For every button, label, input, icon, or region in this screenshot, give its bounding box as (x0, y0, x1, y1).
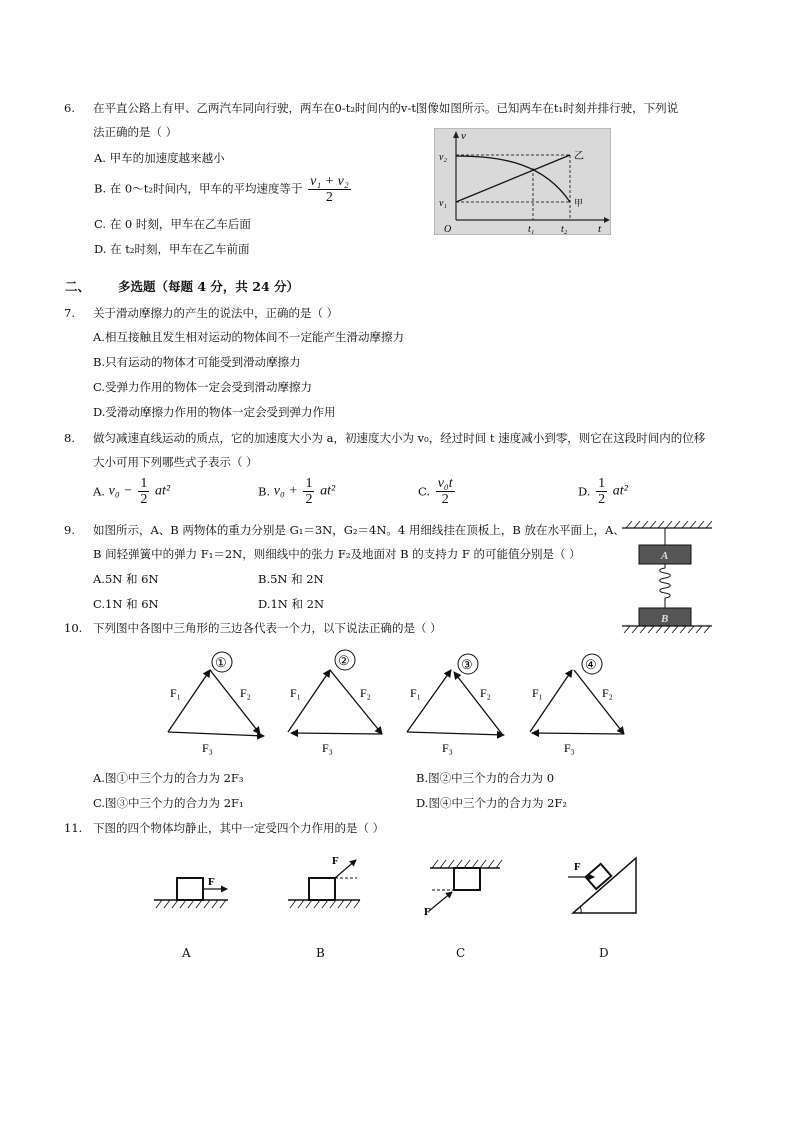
fig3-label-f3: F₃ (442, 741, 453, 755)
fig4-force-f2 (574, 670, 624, 734)
half-denominator: 2 (598, 492, 606, 507)
triangle-figure-3 (407, 654, 504, 755)
graph-label-v2: v₂ (439, 152, 447, 163)
q11-label-d: D (599, 946, 609, 960)
q7-number: 7. (64, 306, 75, 320)
graph-label-v: v (461, 130, 466, 142)
fig4-label-f3: F₃ (564, 741, 575, 755)
figure-2-label: ② (338, 653, 350, 668)
figure-b (288, 855, 360, 908)
graph-background (434, 128, 611, 235)
triangle-figure-2 (288, 650, 382, 755)
q6-option-b-numerator: v₁ + v₂ (310, 174, 349, 189)
q8-stem-line1: 做匀减速直线运动的质点，它的加速度大小为 a，初速度大小为 v₀，经过时间 t 速度减小到零，则它在这段时间内的位移 (93, 431, 706, 445)
section-number: 二、 (65, 279, 91, 294)
figure-b-force-label: F (332, 855, 339, 867)
fig3-force-f2 (454, 672, 502, 734)
ground-hatch (624, 626, 710, 633)
triangle-figure-1 (168, 652, 264, 755)
q8-option-b-label: B. (258, 484, 271, 499)
q11-number: 11. (64, 821, 83, 835)
q11-label-c: C (456, 946, 466, 960)
q9-option-d: D.1N 和 2N (258, 597, 325, 611)
q6-stem-line2: 法正确的是（ ） (93, 125, 178, 139)
figure-4-label: ④ (585, 657, 597, 672)
q9-stem-line1: 如图所示，A、B 两物体的重力分别是 G₁＝3N，G₂＝4N。4 用细线挂在顶板上，B 放在水平面上，A、 (93, 523, 625, 537)
fig2-force-f3 (291, 733, 382, 734)
q10-number: 10. (64, 621, 83, 635)
fig3-label-f1: F₁ (410, 686, 421, 700)
graph-label-yi: 乙 (574, 151, 584, 162)
q8-option-d (578, 476, 628, 507)
q8-option-c-numerator: v₀t (437, 476, 453, 491)
graph-label-t1: t₁ (528, 224, 535, 235)
q7-option-d: D.受滑动摩擦力作用的物体一定会受到弹力作用 (93, 405, 336, 419)
fig4-label-f2: F₂ (602, 686, 613, 700)
q8-option-d-label: D. (578, 484, 591, 499)
fig2-force-f2 (330, 670, 382, 734)
figure-d-incline (573, 858, 636, 913)
q6-option-d: D. 在 t₂时刻，甲车在乙车前面 (94, 242, 250, 256)
graph-label-t: t (598, 223, 602, 235)
q7-option-a: A.相互接触且发生相对运动的物体间不一定能产生滑动摩擦力 (93, 330, 404, 344)
q7-stem: 关于滑动摩擦力的产生的说法中，正确的是（ ） (93, 306, 339, 320)
figure-3-label: ③ (461, 657, 473, 672)
half-numerator: 1 (140, 476, 148, 491)
fig1-force-f2 (210, 670, 260, 734)
q8-option-a (93, 476, 170, 507)
q11-label-a: A (182, 946, 191, 960)
q8-option-b (258, 476, 335, 507)
figure-b-block (309, 878, 335, 900)
q10-force-triangles (160, 648, 640, 760)
q10-option-b: B.图②中三个力的合力为 0 (416, 771, 555, 785)
figure-d (568, 858, 636, 913)
fig1-label-f2: F₂ (240, 686, 251, 700)
q11-stem: 下图的四个物体均静止，其中一定受四个力作用的是（ ） (93, 821, 385, 835)
q6-stem-line1: 在平直公路上有甲、乙两汽车同向行驶，两车在0-t₂时间内的v-t图像如图所示。已知两车在t₁时刻并排行驶，下列说 (93, 101, 679, 115)
q6-option-b-denominator: 2 (325, 190, 333, 205)
q9-option-a: A.5N 和 6N (93, 572, 159, 586)
q8-option-a-label: A. (93, 484, 105, 499)
q8-option-d-at2: at² (612, 483, 628, 499)
spring-coil (660, 564, 671, 608)
figure-a-force-label: F (208, 876, 215, 888)
q8-stem-line2: 大小可用下列哪些式子表示（ ） (93, 455, 258, 469)
half-denominator: 2 (140, 492, 148, 507)
half-numerator: 1 (305, 476, 313, 491)
q8-option-c-denominator: 2 (441, 492, 449, 507)
graph-label-origin: O (444, 224, 452, 235)
fig4-label-f1: F₁ (532, 686, 543, 700)
q6-option-c: C. 在 0 时刻，甲车在乙车后面 (94, 217, 251, 231)
q8-option-b-v0: v₀ + (273, 483, 298, 499)
fig2-force-f1 (288, 670, 330, 732)
q8-number: 8. (64, 431, 75, 445)
q10-option-d: D.图④中三个力的合力为 2F₂ (416, 796, 568, 810)
q6-number: 6. (64, 101, 75, 115)
q8-option-a-v0: v₀ − (108, 483, 133, 499)
fig3-force-f1 (407, 670, 451, 732)
q6-vt-graph (434, 128, 611, 235)
fig1-label-f3: F₃ (202, 741, 213, 755)
q9-stem-line2: B 间轻弹簧中的弹力 F₁＝2N，则细线中的张力 F₂及地面对 B 的支持力 F 的可能值分别是（ ） (93, 547, 581, 561)
q6-option-b (94, 174, 353, 205)
q8-option-a-half (138, 476, 149, 507)
figure-c-force-label: F (424, 906, 431, 918)
figure-d-force-label: F (574, 861, 581, 873)
figure-c (424, 860, 502, 918)
q6-option-a: A. 甲车的加速度越来越小 (94, 151, 225, 165)
graph-label-v1: v₁ (439, 198, 447, 209)
block-a-label: A (661, 550, 669, 562)
figure-c-force-arrow (429, 892, 452, 911)
fig1-force-f3 (168, 732, 264, 736)
section-title: 多选题（每题 4 分，共 24 分） (118, 279, 300, 294)
q9-number: 9. (64, 523, 75, 537)
figure-c-block (454, 868, 480, 890)
figure-a-block (177, 878, 203, 900)
fig3-label-f2: F₂ (480, 686, 491, 700)
q10-option-a: A.图①中三个力的合力为 2F₃ (93, 771, 244, 785)
q7-option-c: C.受弹力作用的物体一定会受到滑动摩擦力 (93, 380, 313, 394)
q11-figures (150, 848, 650, 920)
q8-option-d-half (596, 476, 607, 507)
q9-option-c: C.1N 和 6N (93, 597, 159, 611)
q10-stem: 下列图中各图中三角形的三边各代表一个力，以下说法正确的是（ ） (93, 621, 442, 635)
q8-option-a-at2: at² (154, 483, 171, 499)
graph-label-jia: 甲 (574, 198, 584, 208)
q11-label-b: B (316, 946, 325, 960)
fig4-force-f3 (532, 733, 624, 734)
fig2-label-f1: F₁ (290, 686, 301, 700)
half-numerator: 1 (598, 476, 606, 491)
fig3-force-f3 (407, 732, 504, 735)
q8-option-b-at2: at² (320, 483, 336, 499)
fig1-force-f1 (168, 670, 210, 732)
q10-option-c: C.图③中三个力的合力为 2F₁ (93, 796, 244, 810)
figure-1-label: ① (215, 655, 227, 670)
q8-option-b-half (303, 476, 314, 507)
half-denominator: 2 (305, 492, 313, 507)
fig2-label-f3: F₃ (322, 741, 333, 755)
graph-label-t2: t₂ (561, 224, 568, 235)
q9-option-b: B.5N 和 2N (258, 572, 324, 586)
q8-option-c-fraction (436, 476, 455, 507)
block-b-label: B (661, 613, 669, 625)
q8-option-c-label: C. (418, 484, 431, 499)
q7-option-b: B.只有运动的物体才可能受到滑动摩擦力 (93, 355, 301, 369)
q9-spring-figure (620, 518, 714, 634)
fig4-force-f1 (530, 670, 572, 732)
q6-option-b-text: B. 在 0～t₂时间内，甲车的平均速度等于 (94, 181, 303, 196)
fig2-label-f2: F₂ (360, 686, 371, 700)
q6-option-b-fraction (308, 174, 351, 205)
ceiling-hatch (626, 521, 712, 528)
fig1-label-f1: F₁ (170, 686, 181, 700)
figure-d-angle-arc (580, 907, 581, 913)
q8-option-c (418, 476, 457, 507)
triangle-figure-4 (530, 654, 624, 755)
figure-a (154, 876, 228, 908)
